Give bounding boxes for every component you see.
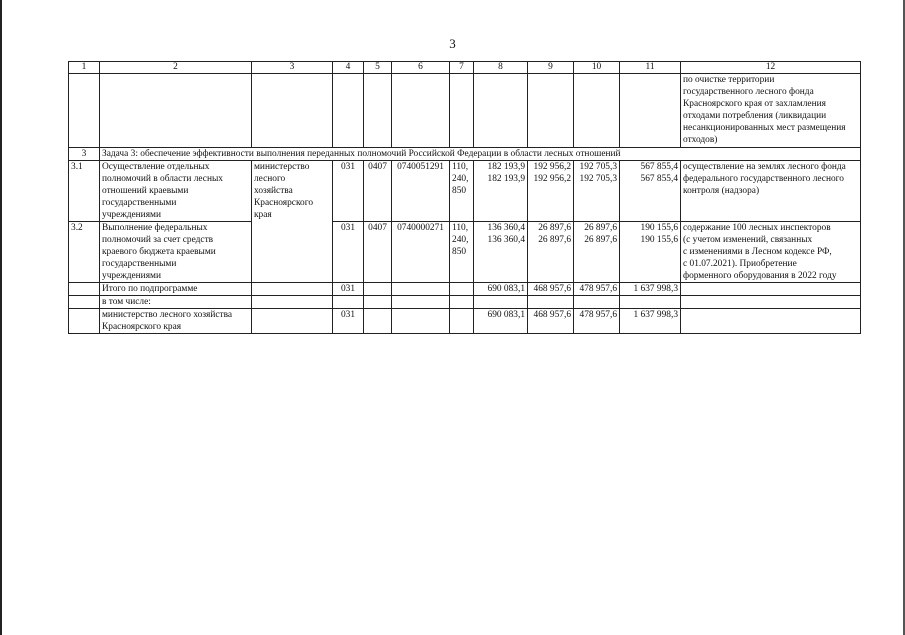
value-line: 192 956,2 bbox=[533, 174, 571, 184]
result-line: с 01.07.2021). Приобретение bbox=[683, 259, 797, 269]
table-row bbox=[69, 161, 861, 222]
grbs-name bbox=[252, 161, 333, 283]
rzpr-code: 0407 bbox=[364, 161, 392, 222]
total-label: Итого по подпрограмме bbox=[100, 283, 252, 296]
result-cell bbox=[681, 161, 861, 222]
vr-code bbox=[450, 161, 474, 222]
page-number: 3 bbox=[449, 36, 456, 51]
total-col10: 478 957,6 bbox=[574, 283, 620, 296]
vr-line: 110, bbox=[452, 162, 469, 172]
ministry-col9: 468 957,6 bbox=[528, 309, 574, 334]
value-line: 192 956,2 bbox=[533, 162, 571, 172]
value-line: 26 897,6 bbox=[538, 223, 571, 233]
including-label: в том числе: bbox=[100, 296, 252, 309]
continuation-result-cell bbox=[681, 74, 861, 148]
csr-code: 0740051291 bbox=[392, 161, 450, 222]
continuation-line: несанкционированных мест размещения bbox=[683, 123, 846, 133]
task-number: 3 bbox=[69, 148, 100, 161]
continuation-line: отходами потребления (ликвидации bbox=[683, 111, 827, 121]
value-line: 26 897,6 bbox=[584, 223, 617, 233]
grbs-line: хозяйства bbox=[254, 186, 293, 196]
ministry-col8: 690 083,1 bbox=[474, 309, 528, 334]
row-name bbox=[100, 222, 252, 283]
task-title: Задача 3: обеспечение эффективности выполнения переданных полномочий Российской Федерации в области лесных отношений bbox=[100, 148, 861, 161]
value-col11 bbox=[620, 161, 681, 222]
row-number: 3.2 bbox=[69, 222, 100, 283]
header-cell: 7 bbox=[450, 62, 474, 74]
header-cell: 1 bbox=[69, 62, 100, 74]
result-cell bbox=[681, 222, 861, 283]
vr-line: 110, bbox=[452, 223, 469, 233]
header-cell: 12 bbox=[681, 62, 861, 74]
result-line: федерального государственного лесного bbox=[683, 174, 844, 184]
value-line: 136 360,4 bbox=[487, 235, 525, 245]
row-name-line: краевого бюджета краевыми bbox=[102, 247, 216, 257]
ministry-name-line: министерство лесного хозяйства bbox=[102, 310, 233, 320]
result-line: (с учетом изменений, связанных bbox=[683, 235, 813, 245]
ministry-name-line: Красноярского края bbox=[102, 322, 182, 332]
value-line: 567 855,4 bbox=[640, 174, 678, 184]
vr-line: 240, bbox=[452, 174, 469, 184]
ministry-name bbox=[100, 309, 252, 334]
total-col9: 468 957,6 bbox=[528, 283, 574, 296]
result-line: осуществление на землях лесного фонда bbox=[683, 162, 846, 172]
task-row bbox=[69, 148, 861, 161]
vr-line: 240, bbox=[452, 235, 469, 245]
scan-edge-left bbox=[0, 0, 2, 635]
result-line: контроля (надзора) bbox=[683, 186, 760, 196]
continuation-line: отходов) bbox=[683, 135, 718, 145]
value-line: 567 855,4 bbox=[640, 162, 678, 172]
value-col10 bbox=[574, 161, 620, 222]
total-col11: 1 637 998,3 bbox=[620, 283, 681, 296]
value-col9 bbox=[528, 222, 574, 283]
value-line: 192 705,3 bbox=[579, 162, 617, 172]
row-name-line: Осуществление отдельных bbox=[102, 162, 210, 172]
value-line: 190 155,6 bbox=[640, 223, 678, 233]
header-cell: 8 bbox=[474, 62, 528, 74]
value-col9 bbox=[528, 161, 574, 222]
header-cell: 9 bbox=[528, 62, 574, 74]
row-name-line: учреждениями bbox=[102, 210, 161, 220]
table-row bbox=[69, 222, 861, 283]
row-number: 3.1 bbox=[69, 161, 100, 222]
grbs-line: края bbox=[254, 210, 272, 220]
value-line: 182 193,9 bbox=[487, 174, 525, 184]
header-cell: 2 bbox=[100, 62, 252, 74]
value-col8 bbox=[474, 161, 528, 222]
grbs-line: Красноярского bbox=[254, 198, 314, 208]
value-line: 190 155,6 bbox=[640, 235, 678, 245]
value-line: 182 193,9 bbox=[487, 162, 525, 172]
vr-line: 850 bbox=[452, 247, 467, 257]
continuation-row bbox=[69, 74, 861, 148]
header-cell: 5 bbox=[364, 62, 392, 74]
total-code: 031 bbox=[333, 283, 364, 296]
grbs-code: 031 bbox=[333, 161, 364, 222]
total-col8: 690 083,1 bbox=[474, 283, 528, 296]
row-name-line: государственными bbox=[102, 259, 177, 269]
result-line: содержание 100 лесных инспекторов bbox=[683, 223, 831, 233]
row-name-line: Выполнение федеральных bbox=[102, 223, 208, 233]
csr-code: 0740000271 bbox=[392, 222, 450, 283]
ministry-col11: 1 637 998,3 bbox=[620, 309, 681, 334]
including-row bbox=[69, 296, 861, 309]
grbs-code: 031 bbox=[333, 222, 364, 283]
grbs-line: министерство bbox=[254, 162, 310, 172]
header-cell: 11 bbox=[620, 62, 681, 74]
value-col10 bbox=[574, 222, 620, 283]
ministry-code: 031 bbox=[333, 309, 364, 334]
result-line: форменного оборудования в 2022 году bbox=[683, 271, 837, 281]
continuation-line: Красноярского края от захламления bbox=[683, 99, 826, 109]
budget-table bbox=[68, 61, 861, 334]
vr-line: 850 bbox=[452, 186, 467, 196]
header-cell: 4 bbox=[333, 62, 364, 74]
row-name-line: отношений краевыми bbox=[102, 186, 189, 196]
continuation-line: по очистке территории bbox=[683, 75, 775, 85]
value-col8 bbox=[474, 222, 528, 283]
value-col11 bbox=[620, 222, 681, 283]
row-name-line: полномочий в области лесных bbox=[102, 174, 223, 184]
value-line: 26 897,6 bbox=[538, 235, 571, 245]
ministry-col10: 478 957,6 bbox=[574, 309, 620, 334]
total-row bbox=[69, 283, 861, 296]
row-name bbox=[100, 161, 252, 222]
value-line: 26 897,6 bbox=[584, 235, 617, 245]
header-cell: 6 bbox=[392, 62, 450, 74]
ministry-row bbox=[69, 309, 861, 334]
rzpr-code: 0407 bbox=[364, 222, 392, 283]
row-name-line: государственными bbox=[102, 198, 177, 208]
header-row bbox=[69, 62, 861, 74]
vr-code bbox=[450, 222, 474, 283]
header-cell: 3 bbox=[252, 62, 333, 74]
row-name-line: полномочий за счет средств bbox=[102, 235, 214, 245]
row-name-line: учреждениями bbox=[102, 271, 161, 281]
result-line: с изменениями в Лесном кодексе РФ, bbox=[683, 247, 832, 257]
header-cell: 10 bbox=[574, 62, 620, 74]
grbs-line: лесного bbox=[254, 174, 286, 184]
value-line: 192 705,3 bbox=[579, 174, 617, 184]
value-line: 136 360,4 bbox=[487, 223, 525, 233]
continuation-line: государственного лесного фонда bbox=[683, 87, 814, 97]
